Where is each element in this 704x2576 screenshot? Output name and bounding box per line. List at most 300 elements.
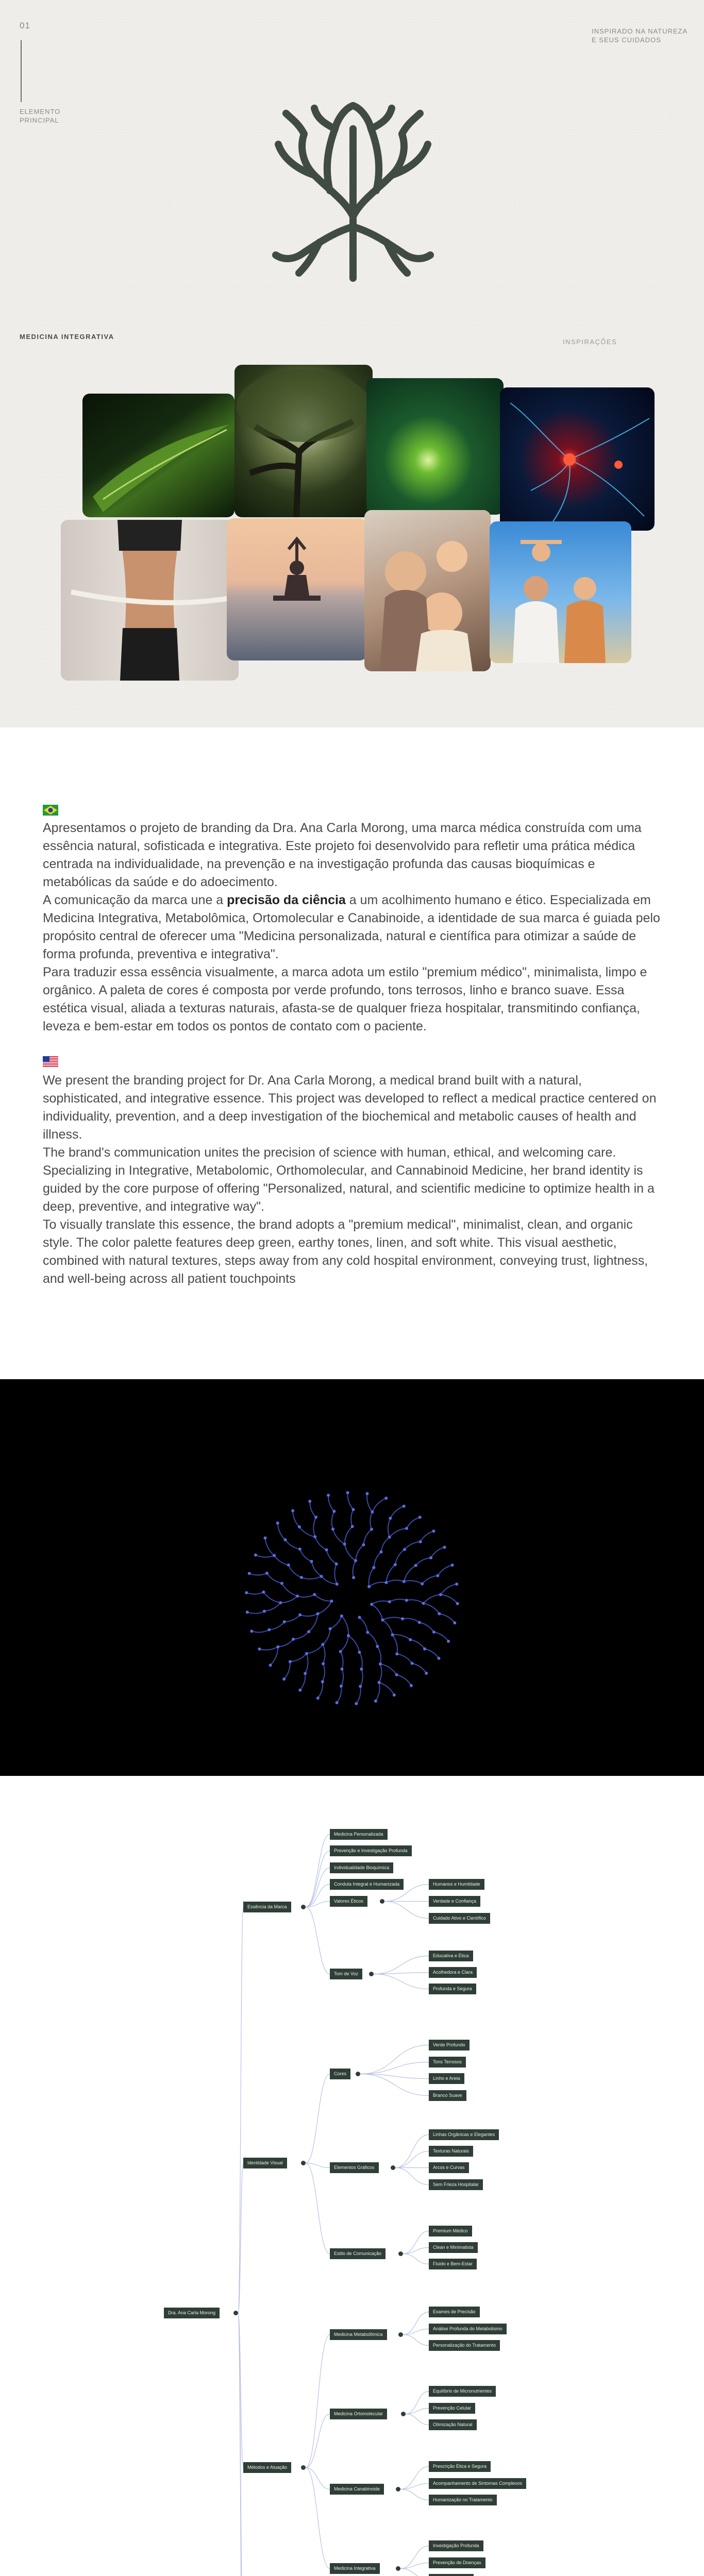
mindmap-link [360, 2045, 429, 2074]
metodos-canabinoide[interactable]: Medicina Canabinoide [330, 2484, 384, 2495]
tree-logo-icon [268, 98, 438, 283]
network-link [410, 1640, 425, 1649]
network-link [314, 1595, 331, 1601]
network-link [424, 1595, 441, 1603]
network-node [403, 1580, 406, 1583]
integ-item-0[interactable]: Investigação Profunda [429, 2540, 483, 2551]
en-paragraph-1: We present the branding project for Dr. Ana Carla Morong, a medical brand built with a natural, sophisticated, and integrative essence. This project was developed to reflect a medical practice centered on individuality, prevention, and a deep investigation of the biochemical and metabolic causes of health and illness. [43, 1073, 657, 1142]
en-paragraph-2: The brand's communication unites the precision of science with human, ethical, and welcoming care. Specializing in Integrative, Metabolomic, Orthomolecular, and Cannabinoid Medicine, her brand identity is guided by the core purpose of offering "Personalized, natural, and scientific medicine to optimize health in a deep, preventive, and integrative way". [43, 1145, 655, 1214]
network-node [292, 1638, 295, 1641]
branch-identidade[interactable]: Identidade Visual [243, 2158, 287, 2168]
en-paragraph-3: To visually translate this essence, the brand adopts a "premium medical", minimalist, clean, and organic style. The color palette features deep green, earthy tones, linen, and soft white. This visual aesthetic, combined with natural textures, steps away from any cold hospital environment, conveying trust, lightness, and well-being across all patient touchpoints [43, 1217, 648, 1286]
mindmap-link [395, 2135, 429, 2168]
network-node [313, 1593, 316, 1596]
network-link [425, 1649, 439, 1658]
network-node [380, 1550, 383, 1553]
network-link [388, 1518, 391, 1537]
network-link [286, 1540, 300, 1549]
mindmap-link [306, 2468, 330, 2569]
network-node [298, 1548, 301, 1551]
network-link [267, 1573, 282, 1584]
network-node [267, 1628, 271, 1631]
network-node [304, 1672, 307, 1675]
network-link [412, 1664, 427, 1673]
network-node [443, 1546, 446, 1549]
network-link [403, 1618, 420, 1622]
pt-paragraph-2 [43, 891, 661, 963]
network-link [341, 1636, 348, 1652]
brazil-flag-icon [43, 805, 58, 816]
network-node [355, 1702, 358, 1705]
network-node [403, 1505, 406, 1508]
neuron-photo [500, 387, 655, 531]
expand-toggle[interactable] [391, 2165, 395, 2170]
valores-item-1[interactable]: Verdade e Confiança [429, 1896, 480, 1907]
network-node [403, 1548, 406, 1551]
tom-item-1[interactable]: Acolhedora e Clara [429, 1967, 477, 1978]
network-link [264, 1603, 280, 1612]
network-link [282, 1583, 297, 1596]
valores-item-0[interactable]: Humanos e Humildade [429, 1879, 484, 1890]
network-node [310, 1560, 313, 1563]
network-link [345, 1527, 353, 1544]
mindmap-link [400, 2489, 429, 2500]
network-link [300, 1673, 305, 1690]
network-node [329, 1627, 332, 1630]
element-label: ELEMENTO PRINCIPAL [20, 108, 61, 124]
network-node [321, 1680, 324, 1683]
metab-item-1[interactable]: Análise Profunda do Metabolismo [429, 2324, 507, 2334]
network-link [269, 1622, 284, 1630]
network-node [359, 1685, 362, 1688]
branch-essencia[interactable]: Essência da Marca [243, 1902, 291, 1912]
mindmap-link [384, 1902, 429, 1919]
network-node [254, 1553, 257, 1556]
network-node [265, 1572, 269, 1575]
network-node [332, 1510, 336, 1513]
orto-item-0[interactable]: Equilíbrio de Micronutrientes [429, 2386, 496, 2397]
expand-toggle[interactable] [401, 2412, 406, 2416]
sprout-photo [366, 378, 504, 515]
network-link [274, 1555, 289, 1565]
network-link [404, 1566, 416, 1582]
tagline: INSPIRADO NA NATUREZA E SEUS CUIDADOS [592, 27, 688, 44]
network-link [404, 1581, 422, 1584]
tom-item-0[interactable]: Educativa e Ética [429, 1951, 473, 1961]
mindmap-link [403, 2254, 429, 2264]
network-link [380, 1664, 397, 1675]
identidade-estilo[interactable]: Estilo de Comunicação [330, 2248, 385, 2259]
network-node [291, 1509, 294, 1512]
network-link [323, 1645, 325, 1664]
elementos-item-3[interactable]: Sem Frieza Hospitalar [429, 2179, 483, 2190]
network-node [298, 1689, 301, 1692]
network-node [374, 1700, 377, 1703]
network-node [401, 1617, 404, 1620]
network-link [327, 1550, 337, 1564]
network-node [325, 1548, 328, 1551]
left-label: MEDICINA INTEGRATIVA [20, 333, 114, 341]
pt-paragraph-2a: A comunicação da marca une a [43, 893, 227, 907]
cores-item-2[interactable]: Linho e Areia [429, 2073, 464, 2084]
network-node [405, 1599, 408, 1602]
network-node [314, 1516, 317, 1519]
network-link [372, 1604, 382, 1620]
network-node [391, 1633, 394, 1636]
network-link [263, 1592, 280, 1603]
tom-item-2[interactable]: Profunda e Segura [429, 1984, 476, 1994]
essencia-item-1[interactable]: Prevenção e Investigação Profunda [330, 1845, 412, 1856]
network-node [439, 1593, 442, 1596]
expand-toggle[interactable] [398, 2332, 403, 2337]
network-link [310, 1501, 316, 1517]
network-link [247, 1611, 264, 1613]
network-link [315, 1537, 326, 1550]
network-node [273, 1554, 276, 1557]
network-node [379, 1663, 382, 1666]
network-node [341, 1668, 344, 1671]
network-node [263, 1609, 266, 1613]
network-node [438, 1657, 441, 1660]
network-link [259, 1647, 278, 1650]
network-link [265, 1538, 275, 1555]
canab-item-2[interactable]: Humanização no Tratamento [429, 2495, 497, 2505]
family-outdoor-photo [490, 521, 631, 663]
network-link [372, 1601, 390, 1604]
network-node [246, 1611, 249, 1614]
network-node [456, 1602, 459, 1605]
network-link [376, 1683, 380, 1701]
network-link [405, 1542, 421, 1550]
network-link [351, 1510, 353, 1527]
pt-paragraph-1: Apresentamos o projeto de branding da Dra. Ana Carla Morong, uma marca médica construída com uma essência natural, sofisticada e integrativa. Este projeto foi desenvolvido para refletir uma prática médica centrada na individualidade, na prevenção e na investigação profunda das causas bioquímicas e metabólicas da saúde e do adoecimento. [43, 821, 642, 889]
expand-toggle[interactable] [398, 2251, 403, 2256]
elementos-item-0[interactable]: Linhas Orgânicas e Elegantes [429, 2129, 499, 2140]
network-link [381, 1537, 390, 1552]
tree-photo [234, 365, 373, 517]
description-section [0, 727, 704, 1379]
network-node [447, 1640, 450, 1643]
cores-item-3[interactable]: Branco Suave [429, 2090, 466, 2101]
network-link [382, 1620, 392, 1635]
network-link [284, 1662, 290, 1679]
expand-toggle[interactable] [301, 2465, 306, 2470]
network-node [381, 1618, 384, 1621]
network-link [300, 1614, 318, 1616]
network-node [354, 1559, 357, 1562]
mindmap-link [306, 1851, 330, 1907]
network-node [432, 1631, 435, 1634]
network-node [320, 1575, 323, 1578]
network-node [296, 1595, 299, 1598]
network-link [390, 1506, 404, 1518]
network-link [382, 1617, 403, 1620]
network-node [365, 1492, 368, 1495]
network-link [370, 1512, 372, 1530]
mindmap-link [403, 2335, 429, 2346]
expand-toggle[interactable] [396, 2487, 400, 2492]
leaf-photo [82, 394, 234, 517]
pt-paragraph-2b: a um acolhimento humano e ético. Especializada em Medicina Integrativa, Metabolômica, Ortomolecular e Canabinoide, a identidade de sua marca é guiada pelo propósito central de oferecer uma "Medicina personalizada, natural e científica para otimizar a saúde de forma profunda, preventiva e integrativa". [43, 893, 660, 961]
essencia-item-3[interactable]: Conduta Integral e Humanizada [330, 1879, 404, 1890]
network-node [425, 1672, 428, 1675]
branch-metodos[interactable]: Métodos e Atuação [243, 2462, 291, 2473]
canab-item-1[interactable]: Acompanhamento de Sintomas Complexos [429, 2478, 526, 2489]
identidade-cores[interactable]: Cores [330, 2069, 350, 2079]
estilo-item-0[interactable]: Premium Médico [429, 2226, 472, 2236]
network-node [455, 1583, 458, 1586]
network-node [422, 1602, 425, 1605]
network-link [256, 1555, 274, 1557]
metab-item-2[interactable]: Personalização do Tratamento [429, 2340, 500, 2351]
network-link [330, 1616, 342, 1629]
integ-item-2[interactable] [429, 2574, 474, 2576]
mindmap-link [406, 2392, 429, 2414]
network-link [431, 1547, 445, 1557]
network-node [438, 1612, 441, 1615]
network-node [389, 1517, 392, 1520]
network-node [376, 1645, 379, 1648]
network-node [300, 1576, 303, 1579]
network-node [371, 1511, 374, 1514]
canab-item-0[interactable]: Prescrição Ética e Segura [429, 2461, 491, 2472]
valores-item-2[interactable]: Cuidado Ativo e Científico [429, 1913, 490, 1924]
mindmap-link [400, 2467, 429, 2489]
network-link [390, 1599, 407, 1602]
network-link [395, 1550, 405, 1565]
mindmap-link [306, 1868, 330, 1907]
network-link [341, 1669, 343, 1686]
network-node [258, 1648, 261, 1651]
network-link [422, 1575, 438, 1584]
network-node [451, 1564, 454, 1567]
mindmap-link [395, 2168, 429, 2185]
estilo-item-2[interactable]: Fluido e Bem-Estar [429, 2259, 477, 2269]
pt-bold-phrase: precisão da ciência [227, 893, 346, 907]
network-node [409, 1638, 412, 1641]
network-node [358, 1651, 361, 1654]
expand-toggle[interactable] [396, 2566, 400, 2571]
network-node [340, 1685, 343, 1688]
network-node [340, 1615, 343, 1618]
network-link [416, 1558, 431, 1566]
network-link [356, 1545, 363, 1561]
usa-flag-icon [43, 1056, 58, 1067]
identidade-elementos[interactable]: Elementos Gráficos [330, 2162, 379, 2173]
mindmap-link [306, 2074, 330, 2163]
orto-item-1[interactable]: Prevenção Celular [429, 2403, 475, 2414]
network-node [453, 1621, 456, 1624]
network-node [367, 1585, 371, 1588]
metodos-ortomolecular[interactable]: Medicina Ortomolecular [330, 2409, 387, 2419]
network-link [360, 1617, 368, 1632]
elementos-item-2[interactable]: Arcos e Curvas [429, 2162, 469, 2173]
network-node [418, 1516, 422, 1519]
network-node [336, 1701, 339, 1704]
network-node [284, 1538, 287, 1541]
network-node [276, 1646, 279, 1649]
network-link [249, 1573, 267, 1575]
network-link [356, 1686, 360, 1704]
network-link [334, 1564, 337, 1584]
network-link [434, 1632, 448, 1641]
network-node [289, 1660, 292, 1663]
metodos-metabolomica[interactable]: Medicina Metabolômica [330, 2329, 387, 2340]
network-node [384, 1497, 388, 1500]
expand-toggle[interactable] [301, 1905, 306, 1909]
network-node [287, 1564, 290, 1567]
en-description [43, 1072, 661, 1288]
network-link [284, 1615, 300, 1622]
network-node [362, 1543, 365, 1546]
network-link [379, 1664, 382, 1683]
network-link [353, 1561, 356, 1578]
network-link [299, 1527, 315, 1537]
vertical-divider [21, 40, 22, 102]
network-node [358, 1616, 361, 1619]
mindmap-link [374, 1974, 429, 1989]
network-node [282, 1677, 286, 1681]
mindmap-section [0, 1776, 704, 2576]
network-link [290, 1654, 307, 1662]
pt-description [43, 819, 661, 1036]
mindmap-link [306, 2163, 330, 2168]
network-node [388, 1600, 391, 1603]
network-link [333, 1529, 345, 1544]
network-link [323, 1629, 330, 1644]
network-node [421, 1582, 424, 1585]
network-link [390, 1529, 407, 1537]
network-node [276, 1521, 279, 1524]
network-link [438, 1565, 452, 1576]
network-link [348, 1636, 359, 1652]
network-link [441, 1595, 458, 1604]
mindmap-link [395, 2151, 429, 2168]
network-node [370, 1603, 373, 1606]
network-link [342, 1616, 348, 1636]
network-node [393, 1693, 396, 1697]
network-link [301, 1577, 322, 1579]
metodos-integrativa[interactable]: Medicina Integrativa [330, 2563, 380, 2574]
network-node [330, 1600, 333, 1603]
network-node [395, 1652, 398, 1655]
network-link [439, 1614, 455, 1623]
orto-item-2[interactable]: Otimização Natural [429, 2419, 477, 2430]
fitness-photo [61, 520, 239, 681]
essencia-item-5[interactable]: Tom de Voz [330, 1969, 362, 1979]
expand-toggle[interactable] [356, 2072, 360, 2076]
network-node [351, 1525, 354, 1528]
integ-item-1[interactable]: Prevenção de Doenças [429, 2557, 485, 2568]
network-link [300, 1549, 312, 1562]
network-link [280, 1596, 297, 1603]
network-link [328, 1495, 334, 1511]
network-node [279, 1601, 282, 1604]
network-node [346, 1491, 349, 1494]
right-label: INSPIRAÇÕES [563, 338, 617, 346]
network-node [395, 1673, 398, 1676]
network-link [407, 1600, 424, 1603]
cores-item-1[interactable]: Tons Terrosos [429, 2057, 466, 2067]
network-node [423, 1648, 426, 1651]
network-link [420, 1622, 434, 1632]
network-node [336, 1583, 339, 1586]
network-node [313, 1535, 316, 1538]
network-node [352, 1508, 355, 1511]
network-node [429, 1556, 432, 1560]
network-link [289, 1565, 301, 1578]
network-link [363, 1529, 372, 1545]
network-link [293, 1632, 309, 1639]
expand-toggle[interactable] [369, 1972, 374, 1976]
expand-toggle[interactable] [233, 2311, 238, 2315]
expand-toggle[interactable] [301, 2161, 306, 2165]
network-node [322, 1643, 325, 1646]
network-link [313, 1517, 316, 1537]
mindmap-link [400, 2569, 429, 2576]
network-link [374, 1552, 381, 1567]
network-node [436, 1574, 439, 1577]
metab-item-0[interactable]: Exames de Precisão [429, 2307, 480, 2317]
network-node [352, 1576, 355, 1579]
network-node [264, 1536, 267, 1539]
essencia-item-4[interactable]: Valores Éticos [330, 1896, 367, 1907]
yoga-photo [227, 518, 367, 660]
network-node [245, 1591, 248, 1594]
network-node [405, 1527, 408, 1530]
network-link [318, 1601, 332, 1614]
network-node [307, 1630, 310, 1633]
network-link [307, 1645, 323, 1654]
network-node [384, 1581, 388, 1584]
section-number: 01 [20, 21, 30, 30]
network-link [359, 1652, 362, 1669]
essencia-item-2[interactable]: Individualidade Bioquímica [330, 1862, 393, 1873]
network-link [337, 1686, 342, 1703]
hero-section [0, 0, 704, 727]
mindmap-link [360, 2062, 429, 2074]
estilo-item-1[interactable]: Clean e Minimalista [429, 2242, 478, 2253]
network-node [298, 1613, 301, 1616]
network-node [335, 1563, 338, 1566]
mindmap-link [360, 2074, 429, 2096]
network-node [316, 1612, 320, 1615]
root-node[interactable]: Dra. Ana Carla Morong [164, 2308, 220, 2318]
cores-item-0[interactable]: Verde Profundo [429, 2040, 470, 2050]
network-link [386, 1580, 404, 1583]
network-link [278, 1523, 286, 1540]
network-node [343, 1543, 346, 1546]
network-section [0, 1379, 704, 1776]
network-node [366, 1631, 369, 1634]
network-link [367, 1632, 377, 1646]
network-link [332, 1512, 334, 1530]
expand-toggle[interactable] [380, 1899, 384, 1904]
network-node [410, 1684, 413, 1687]
mindmap-link [306, 1907, 330, 1974]
network-node [339, 1650, 342, 1653]
network-node [347, 1634, 350, 1637]
network-node [262, 1590, 265, 1594]
mindmap-link [306, 2163, 330, 2254]
network-node [327, 1494, 330, 1497]
network-link [424, 1603, 440, 1614]
network-node [394, 1563, 397, 1566]
network-link [407, 1517, 420, 1529]
essencia-item-0[interactable]: Medicina Personalizada [330, 1829, 388, 1840]
elementos-item-1[interactable]: Texturas Naturais [429, 2146, 473, 2157]
network-link [377, 1647, 381, 1664]
